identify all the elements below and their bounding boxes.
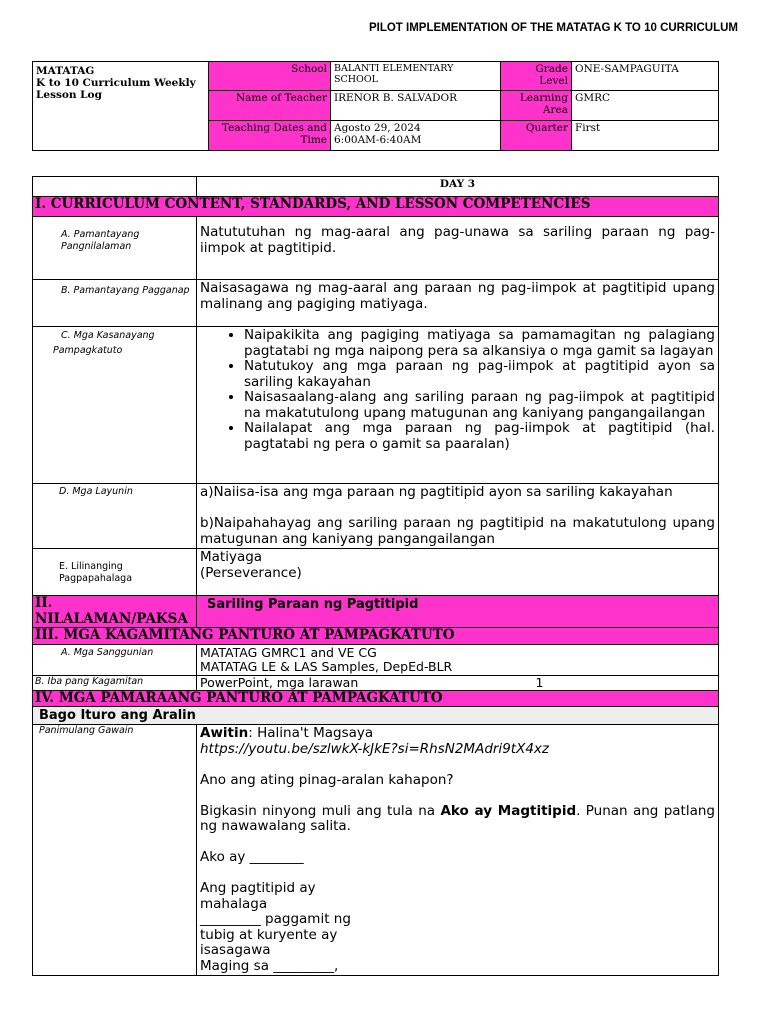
other-materials-label: B. Iba pang Kagamitan [33, 675, 197, 690]
awitin-line: Awitin: Halina't Magsaya [200, 725, 374, 741]
teacher-label: Name of Teacher [209, 91, 331, 121]
school-label: School [209, 62, 331, 91]
list-item: • Natutukoy ang mga paraan ng pag-iimpok at pagtitipid ayon sa sariling kakayahan [244, 359, 715, 390]
poem-line: mahalaga [200, 895, 268, 912]
page-number: 1 [535, 674, 544, 690]
teacher-value: IRENOR B. SALVADOR [331, 91, 501, 121]
references-list: MATATAG GMRC1 and VE CG MATATAG LE & LAS Samples, DepEd-BLR [197, 644, 719, 675]
review-question: Ano ang ating pinag-aralan kahapon? [200, 771, 454, 788]
row-d-text: a)Naiisa-isa ang mga paraan ng pagtitipid ayon sa sariling kakayahan b)Naipahahayag ang sariling paraan ng pagtitipid na makatutulong upang matugunan ang kaniyang pangangailangan [197, 484, 719, 549]
poem [200, 850, 715, 974]
row-c-label: C. Mga Kasanayang Pampagkatuto [33, 327, 197, 484]
school-value: BALANTI ELEMENTARY SCHOOL [331, 62, 501, 91]
lesson-content-table [32, 176, 719, 976]
grade-value: ONE-SAMPAGUITA [572, 62, 719, 91]
list-item: • Naisasaalang-alang ang sariling paraan ng pag-iimpok at pagtitipid na makatutulong upang matugunan ang kaniyang pangangailangan [244, 390, 715, 421]
poem-line: tubig at kuryente ay [200, 926, 338, 943]
references-label: A. Mga Sanggunian [33, 644, 197, 675]
row-d-label: D. Mga Layunin [33, 484, 197, 549]
poem-line: isasagawa [200, 942, 271, 958]
panimulang-gawain-content [197, 725, 719, 976]
topic-title: Sariling Paraan ng Pagtitipid [197, 596, 719, 628]
row-c-competencies [197, 327, 719, 484]
quarter-label: Quarter [501, 121, 572, 151]
list-item: • Naipakikita ang pagiging matiyaga sa pamamagitan ng palagiang pagtatabi ng mga naipong pera sa alkansiya o mga gamit sa lagayan [244, 328, 715, 359]
poem-line [200, 866, 715, 882]
dates-label: Teaching Dates and Time [209, 121, 331, 151]
section-2-heading: II. NILALAMAN/PAKSA [33, 596, 197, 628]
row-b-label: B. Pamantayang Pagganap [33, 280, 197, 327]
bago-ituro-heading: Bago Ituro ang Aralin [33, 707, 719, 725]
section-4-heading: IV. MGA PAMARAANG PANTURO AT PAMPAGKATUTO [33, 690, 719, 707]
page-header: PILOT IMPLEMENTATION OF THE MATATAG K TO 10 CURRICULUM [368, 22, 738, 34]
area-value: GMRC [572, 91, 719, 121]
row-e-label: E. Lilinanging Pagpapahalaga [33, 549, 197, 596]
poem-line: Ako ay ________ [200, 849, 304, 865]
row-a-label: A. Pamantayang Pangnilalaman [33, 217, 197, 280]
poem-instruction: Bigkasin ninyong muli ang tula na Ako ay Magtitipid. Punan ang patlang ng nawawalang salita. [200, 802, 715, 834]
list-item: • Nailalapat ang mga paraan ng pag-iimpok at pagtitipid (hal. pagtatabi ng pera o gamit sa paaralan) [244, 421, 715, 452]
dates-value: Agosto 29, 2024 6:00AM-6:40AM [331, 121, 501, 151]
log-title: MATATAG K to 10 Curriculum Weekly Lesson Log [33, 62, 209, 151]
day-heading: DAY 3 [197, 177, 719, 197]
section-1-heading: I. CURRICULUM CONTENT, STANDARDS, AND LESSON COMPETENCIES [33, 197, 719, 217]
quarter-value: First [572, 121, 719, 151]
grade-label: Grade Level [501, 62, 572, 91]
row-b-text: Naisasagawa ng mag-aaral ang paraan ng pag-iimpok at pagtitipid upang malinang ang pagiging matiyaga. [197, 280, 719, 327]
lesson-info-table [32, 61, 719, 151]
row-e-text: Matiyaga (Perseverance) [197, 549, 719, 596]
other-materials-value: PowerPoint, mga larawan 1 [197, 675, 719, 690]
area-label: Learning Area [501, 91, 572, 121]
section-3-heading: III. MGA KAGAMITANG PANTURO AT PAMPAGKATUTO [33, 628, 719, 645]
row-a-text: Natututuhan ng mag-aaral ang pag-unawa sa sariling paraan ng pag-iimpok at pagtitipid. [197, 217, 719, 280]
poem-line: Ang pagtitipid ay [200, 880, 316, 896]
song-link[interactable]: https://youtu.be/szlwkX-kJkE?si=RhsN2MAdri9tX4xz [200, 740, 549, 757]
poem-line: _________ paggamit ng [200, 911, 351, 927]
competency-list [200, 328, 715, 452]
poem-line: Maging sa _________, [200, 957, 339, 974]
panimulang-gawain-label: Panimulang Gawain [33, 725, 197, 976]
